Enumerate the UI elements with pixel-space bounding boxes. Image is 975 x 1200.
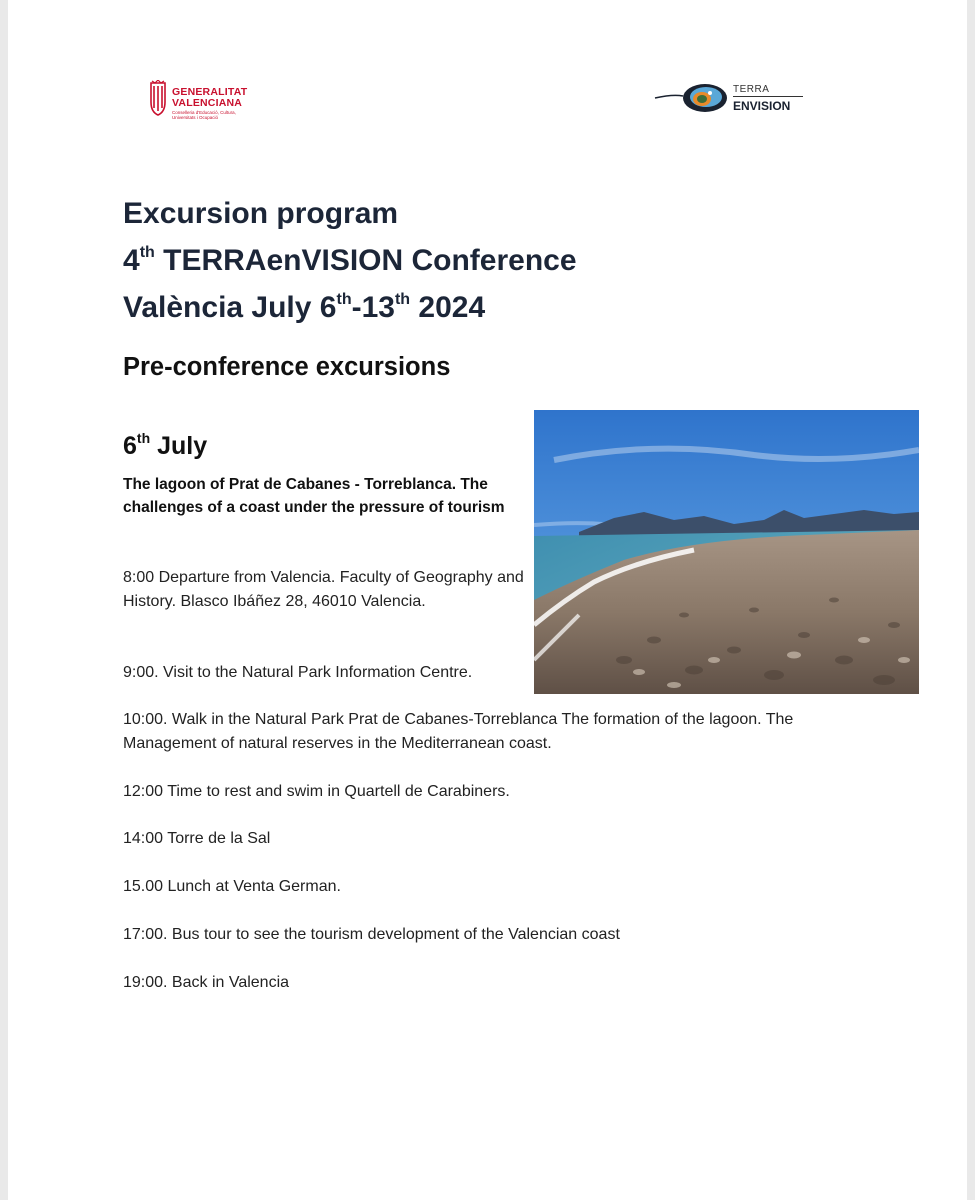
schedule-item: 9:00. Visit to the Natural Park Information Centre. — [123, 664, 473, 681]
title-line3-sup1: th — [336, 291, 352, 308]
schedule-item: 17:00. Bus tour to see the tourism development of the Valencian coast — [123, 926, 620, 943]
terra-envision-eye-icon — [653, 80, 728, 118]
generalitat-line1: GENERALITAT — [172, 86, 248, 98]
title-line2-sup: th — [139, 244, 155, 261]
title-line1: Excursion program — [123, 197, 399, 230]
schedule-item: 12:00 Time to rest and swim in Quartell de Carabiners. — [123, 783, 510, 800]
schedule-item: 15.00 Lunch at Venta German. — [123, 878, 341, 895]
title-line2 — [123, 237, 577, 284]
document-page — [8, 0, 967, 1200]
generalitat-line2: VALENCIANA — [172, 97, 243, 109]
generalitat-line3: Conselleria d'Educació, Cultura, Universitats i Ocupació — [172, 110, 236, 120]
title-line2-rest: TERRAenVISION Conference — [154, 244, 577, 277]
title-line2-num: 4 — [123, 244, 140, 277]
section-heading: Pre-conference excursions — [123, 353, 451, 381]
title-line3-sup2: th — [394, 291, 411, 308]
page-title — [123, 190, 577, 331]
title-line3-a: València July 6 — [123, 291, 337, 324]
schedule-item: 19:00. Back in Valencia — [123, 974, 290, 991]
title-line3-b: -13 — [351, 291, 395, 324]
terra-line2: ENVISION — [733, 99, 791, 113]
schedule-item: 8:00 Departure from Valencia. Faculty of Geography and History. Blasco Ibáñez 28, 46010 Valencia. — [123, 569, 524, 610]
terra-envision-logo — [653, 80, 813, 120]
beach-photo — [534, 410, 919, 694]
excursion-date — [123, 432, 207, 461]
generalitat-shield-icon — [148, 80, 168, 116]
title-line3 — [123, 284, 577, 331]
terra-line1: TERRA — [733, 84, 770, 95]
date-sup: th — [136, 430, 151, 446]
schedule-item: 10:00. Walk in the Natural Park Prat de Cabanes-Torreblanca The formation of the lagoon. The Management of natural reserves in the Mediterranean coast. — [123, 711, 794, 752]
date-rest: July — [150, 432, 208, 460]
generalitat-logo — [148, 78, 268, 128]
schedule-item: 14:00 Torre de la Sal — [123, 830, 271, 847]
excursion-title: The lagoon of Prat de Cabanes - Torreblanca. The challenges of a coast under the pressure of tourism — [123, 476, 505, 516]
title-line3-c: 2024 — [410, 291, 486, 324]
terra-divider — [733, 96, 803, 97]
date-num: 6 — [123, 432, 137, 460]
